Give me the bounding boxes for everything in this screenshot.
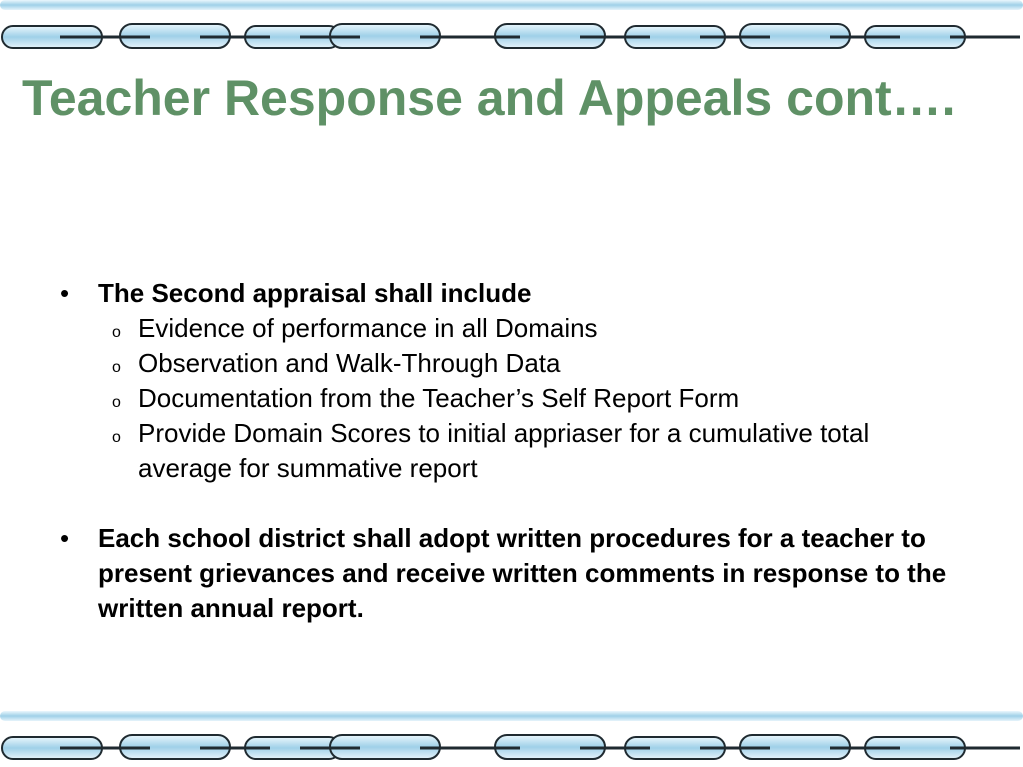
sub-item-text: Provide Domain Scores to initial appriaser for a cumulative total average for summative report — [138, 418, 870, 483]
slide-title: Teacher Response and Appeals cont…. — [22, 70, 956, 126]
hollow-bullet-icon: o — [112, 359, 121, 376]
bullet-dot-icon: • — [60, 523, 70, 553]
sub-list — [60, 311, 960, 486]
sub-item — [100, 346, 960, 381]
sub-item — [100, 381, 960, 416]
bullet-item — [60, 276, 960, 311]
bullet-text: The Second appraisal shall include — [98, 278, 532, 308]
sub-item — [100, 416, 960, 486]
bullet-item — [60, 521, 960, 626]
hollow-bullet-icon: o — [112, 394, 121, 411]
slide-body — [60, 276, 960, 626]
hollow-bullet-icon: o — [112, 429, 121, 446]
sub-item-text: Observation and Walk-Through Data — [138, 348, 561, 378]
chain-border-top — [0, 0, 1023, 56]
chain-border-bottom — [0, 711, 1023, 767]
bullet-text: Each school district shall adopt written procedures for a teacher to present grievances and receive written comments in response to the written annual report. — [98, 523, 947, 623]
hollow-bullet-icon: o — [112, 324, 121, 341]
sub-item-text: Evidence of performance in all Domains — [138, 313, 598, 343]
sub-item-text: Documentation from the Teacher’s Self Report Form — [138, 383, 740, 413]
bullet-dot-icon: • — [60, 278, 70, 308]
sub-item — [100, 311, 960, 346]
